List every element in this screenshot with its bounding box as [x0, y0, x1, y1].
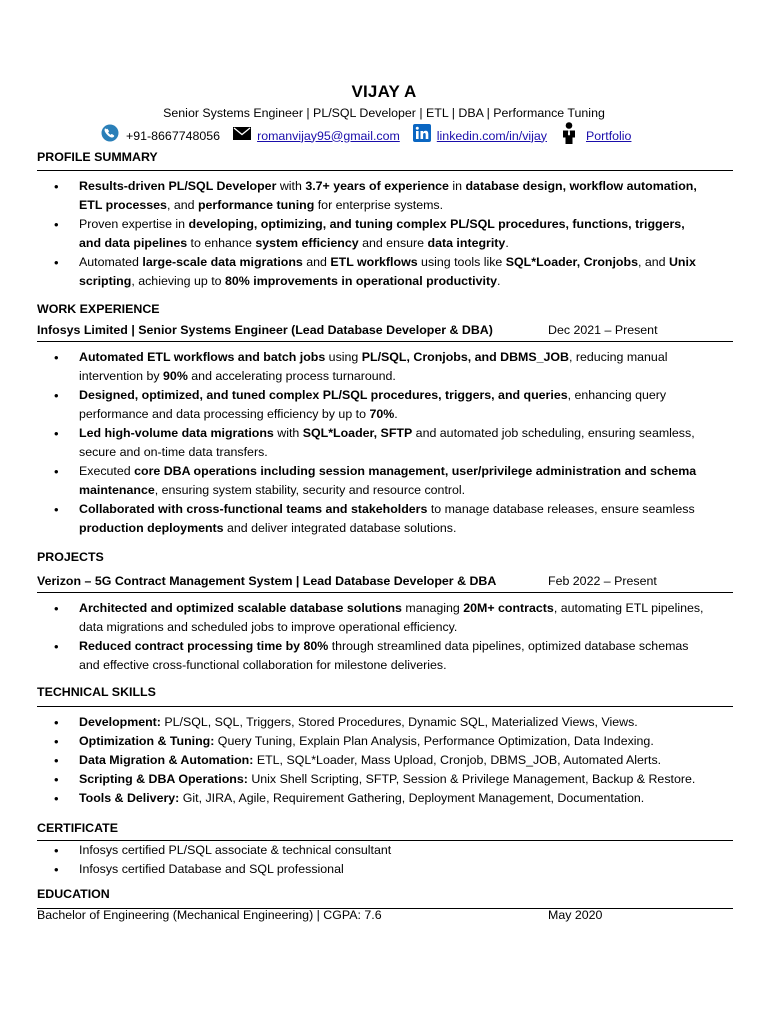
phone-icon: [100, 124, 120, 148]
body-text: managing: [401, 601, 464, 615]
list-item: [0, 713, 705, 732]
work-experience-heading: WORK EXPERIENCE: [37, 302, 160, 316]
list-item: [0, 789, 705, 808]
emphasis-text: 3.7+ years of experience: [305, 179, 449, 193]
section-divider: [37, 706, 733, 707]
job-header: [37, 321, 733, 340]
emphasis-text: 70%: [369, 407, 395, 421]
body-text: , reducing manual intervention by: [79, 350, 668, 383]
list-item: [0, 732, 705, 751]
body-text: PL/SQL, SQL, Triggers, Stored Procedures, Dynamic SQL, Materialized Views, Views.: [160, 715, 638, 729]
body-text: and: [302, 255, 331, 269]
body-text: , ensuring system stability, security and resource control.: [154, 483, 466, 497]
education-heading: EDUCATION: [37, 887, 110, 901]
body-text: Automated: [79, 255, 143, 269]
section-divider: [37, 908, 733, 909]
emphasis-text: ETL workflows: [330, 255, 418, 269]
emphasis-text: Designed, optimized, and tuned complex PL/SQL procedures, triggers, and queries: [79, 388, 568, 402]
technical-skills-list: [0, 713, 768, 808]
body-text: for enterprise systems.: [314, 198, 444, 212]
body-text: , and: [166, 198, 198, 212]
body-text: Proven expertise in: [79, 217, 189, 231]
body-text: and accelerating process turnaround.: [187, 369, 396, 383]
list-item: [0, 386, 705, 424]
emphasis-text: system efficiency: [255, 236, 359, 250]
emphasis-text: developing, optimizing, and tuning complex PL/SQL procedures, functions, triggers, and data pipelines: [79, 217, 685, 250]
emphasis-text: PL/SQL, Cronjobs, and DBMS_JOB: [361, 350, 569, 364]
body-text: Executed: [79, 464, 135, 478]
portfolio-contact: [562, 122, 631, 150]
body-text: , automating ETL pipelines, data migrations and scheduled jobs to improve operational efficiency.: [79, 601, 704, 634]
emphasis-text: 20M+ contracts: [463, 601, 554, 615]
body-text: , and: [637, 255, 669, 269]
profile-summary-list: [0, 177, 768, 291]
project-header: [37, 572, 733, 591]
emphasis-text: Optimization & Tuning:: [79, 734, 215, 748]
portfolio-link[interactable]: Portfolio: [585, 128, 632, 143]
emphasis-text: large-scale data migrations: [142, 255, 303, 269]
body-text: and deliver integrated database solutions.: [223, 521, 457, 535]
section-divider: [37, 170, 733, 171]
emphasis-text: SQL*Loader, Cronjobs: [505, 255, 638, 269]
list-item: [0, 424, 705, 462]
list-item: [0, 770, 705, 789]
list-item: [0, 348, 705, 386]
body-text: to manage database releases, ensure seamless: [427, 502, 695, 516]
emphasis-text: SQL*Loader, SFTP: [302, 426, 413, 440]
certificate-list: [0, 841, 768, 879]
body-text: Git, JIRA, Agile, Requirement Gathering, Deployment Management, Documentation.: [179, 791, 645, 805]
emphasis-text: Architected and optimized scalable database solutions: [79, 601, 402, 615]
certificate-heading: CERTIFICATE: [37, 821, 118, 835]
body-text: to enhance: [187, 236, 256, 250]
body-text: ETL, SQL*Loader, Mass Upload, Cronjob, DBMS_JOB, Automated Alerts.: [253, 753, 662, 767]
body-text: , achieving up to: [131, 274, 226, 288]
phone-number: +91-8667748056: [126, 128, 221, 143]
body-text: , enhancing query performance and data processing efficiency by up to: [79, 388, 667, 421]
body-text: .: [505, 236, 509, 250]
headline: Senior Systems Engineer | PL/SQL Developer | ETL | DBA | Performance Tuning: [163, 106, 605, 120]
emphasis-text: Unix scripting: [79, 255, 696, 288]
body-text: .: [496, 274, 501, 288]
emphasis-text: Data Migration & Automation:: [79, 753, 254, 767]
emphasis-text: Tools & Delivery:: [79, 791, 180, 805]
emphasis-text: Collaborated with cross-functional teams and stakeholders: [79, 502, 428, 516]
body-text: Unix Shell Scripting, SFTP, Session & Privilege Management, Backup & Restore.: [247, 772, 696, 786]
projects-heading: PROJECTS: [37, 550, 104, 564]
list-item: • Infosys certified PL/SQL associate & technical consultant: [0, 841, 705, 860]
linkedin-link[interactable]: linkedin.com/in/vijay: [436, 128, 547, 143]
technical-skills-heading: TECHNICAL SKILLS: [37, 685, 156, 699]
project-title: Verizon – 5G Contract Management System | Lead Database Developer & DBA: [37, 574, 497, 588]
candidate-name: VIJAY A: [351, 82, 417, 101]
list-item: [0, 462, 705, 500]
body-text: .: [394, 407, 398, 421]
body-text: using: [325, 350, 362, 364]
emphasis-text: production deployments: [79, 521, 224, 535]
emphasis-text: Reduced contract processing time by 80%: [79, 639, 329, 653]
list-item: • Infosys certified Database and SQL professional: [0, 860, 705, 879]
emphasis-text: database design, workflow automation,: [465, 179, 697, 193]
envelope-icon: [233, 127, 251, 146]
body-text: in: [448, 179, 466, 193]
job-title: Infosys Limited | Senior Systems Engineer (Lead Database Developer & DBA): [37, 323, 493, 337]
emphasis-text: Development:: [79, 715, 161, 729]
emphasis-text: Results-driven PL/SQL Developer: [79, 179, 277, 193]
phone-contact: [100, 124, 220, 148]
body-text: using tools like: [417, 255, 506, 269]
emphasis-text: 80% improvements in operational productivity: [225, 274, 497, 288]
emphasis-text: performance tuning: [197, 198, 315, 212]
list-item: [0, 253, 705, 291]
body-text: with: [276, 179, 306, 193]
graduation-date: May 2020: [548, 908, 603, 922]
list-item: [0, 751, 705, 770]
emphasis-text: 90%: [163, 369, 188, 383]
linkedin-icon: [413, 124, 431, 148]
emphasis-text: core DBA operations including session management, user/privilege administration and schema maintenance: [79, 464, 697, 497]
emphasis-text: ETL processes: [79, 198, 167, 212]
body-text: Query Tuning, Explain Plan Analysis, Performance Optimization, Data Indexing.: [214, 734, 654, 748]
project-dates: Feb 2022 – Present: [548, 574, 657, 588]
emphasis-text: Automated ETL workflows and batch jobs: [79, 350, 326, 364]
body-text: and automated job scheduling, ensuring seamless, secure and on-time data transfers.: [79, 426, 695, 459]
body-text: with: [273, 426, 303, 440]
section-divider: [37, 341, 733, 342]
projects-list: [0, 599, 768, 675]
emphasis-text: data integrity: [427, 236, 506, 250]
contact-bar: [100, 124, 631, 148]
list-item: [0, 637, 705, 675]
emphasis-text: Led high-volume data migrations: [79, 426, 274, 440]
job-dates: Dec 2021 – Present: [548, 323, 658, 337]
linkedin-contact: [413, 124, 547, 148]
work-experience-list: [0, 348, 768, 538]
degree: Bachelor of Engineering (Mechanical Engineering) | CGPA: 7.6: [37, 908, 382, 922]
profile-summary-heading: PROFILE SUMMARY: [37, 150, 158, 164]
list-item: [0, 599, 705, 637]
body-text: through streamlined data pipelines, optimized database schemas and effective cross-functional collaboration for milestone deliveries.: [79, 639, 689, 672]
email-link[interactable]: romanvijay95@gmail.com: [257, 128, 400, 143]
list-item: [0, 500, 705, 538]
email-contact: [233, 127, 400, 146]
list-item: [0, 177, 705, 215]
section-divider: [37, 592, 733, 593]
person-icon: [562, 122, 576, 150]
body-text: and ensure: [358, 236, 428, 250]
list-item: [0, 215, 705, 253]
emphasis-text: Scripting & DBA Operations:: [79, 772, 248, 786]
